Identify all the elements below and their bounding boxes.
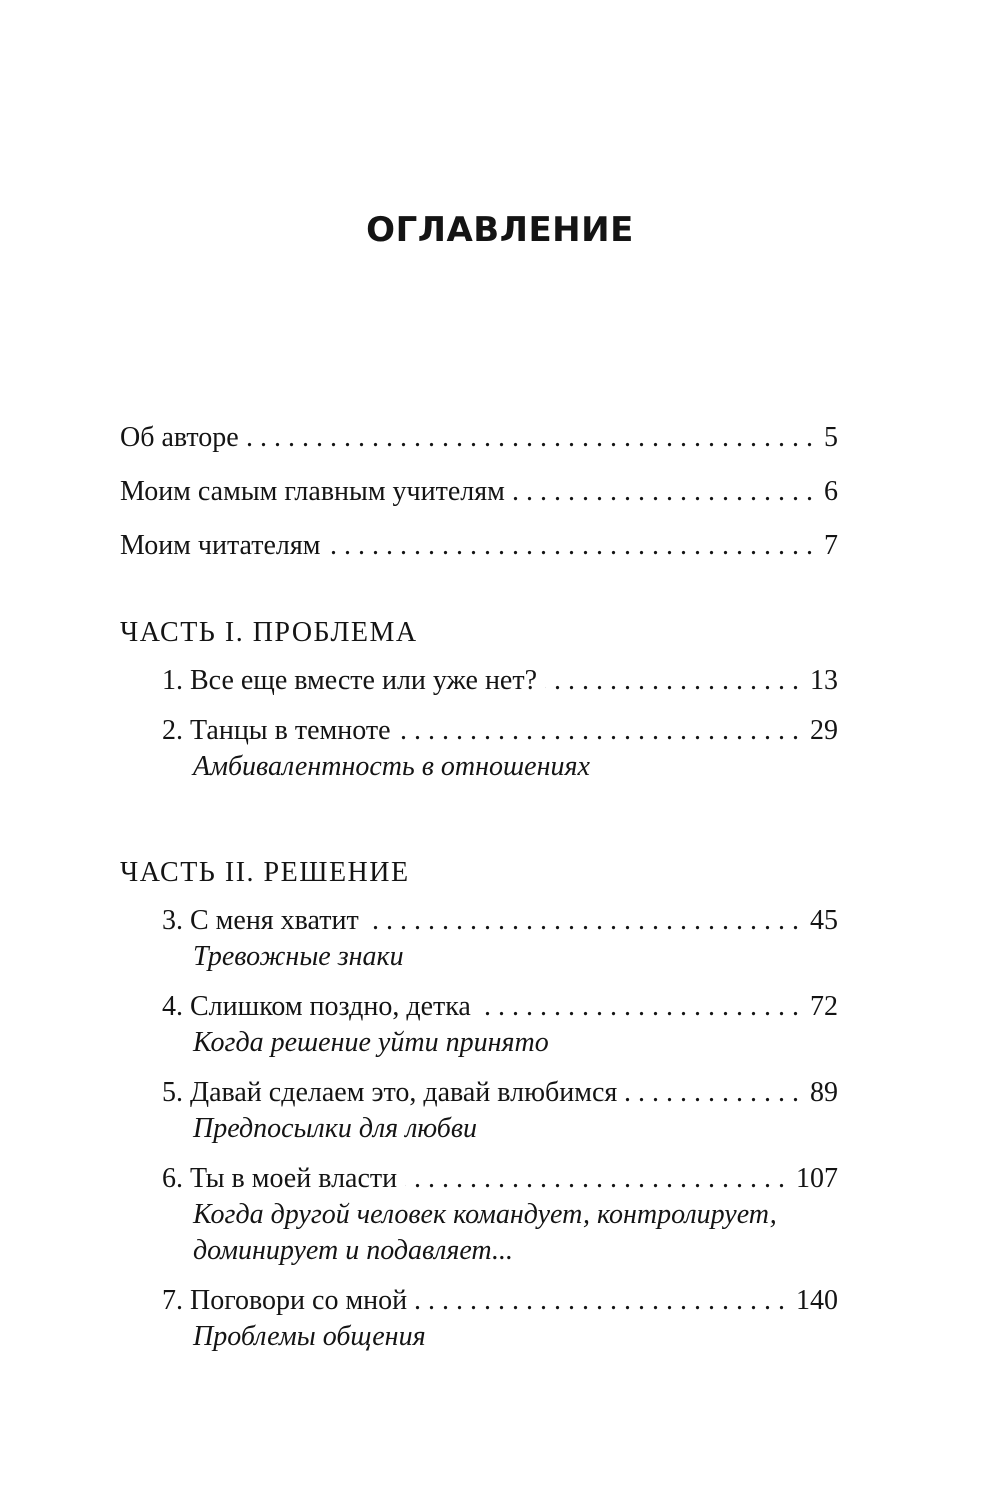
entry-title: Моим самым главным учителям — [120, 476, 513, 507]
chapter-line — [162, 903, 838, 939]
chapter-line — [162, 713, 838, 749]
chapter-title: 7. Поговори со мной — [162, 1285, 415, 1316]
toc-chapter-6[interactable] — [162, 1161, 838, 1269]
toc-chapter-7[interactable] — [162, 1283, 838, 1355]
toc-chapter-4[interactable] — [162, 989, 838, 1061]
chapter-line — [162, 1161, 838, 1197]
part-heading-2: ЧАСТЬ II. РЕШЕНИЕ — [120, 857, 410, 888]
toc-chapter-1[interactable] — [162, 663, 838, 699]
toc-chapter-5[interactable] — [162, 1075, 838, 1147]
toc-entry-teachers[interactable] — [120, 474, 838, 510]
chapter-subtitle: Когда другой человек командует, контролирует, доминирует и подавляет... — [193, 1199, 777, 1266]
chapter-line — [162, 1283, 838, 1319]
page-number: . . . 29 — [804, 713, 838, 749]
page-number: . . . 6 — [818, 474, 838, 510]
chapter-line — [162, 663, 838, 699]
chapter-title: 1. Все еще вместе или уже нет? — [162, 665, 545, 696]
page-number: . . . 7 — [818, 528, 838, 564]
page-number: . . . 45 — [804, 903, 838, 939]
page-number: . . . 140 — [790, 1283, 838, 1319]
chapter-title: 5. Давай сделаем это, давай влюбимся — [162, 1077, 625, 1108]
page-number: . . . 72 — [804, 989, 838, 1025]
entry-title: Моим читателям — [120, 530, 328, 561]
toc-entry-readers[interactable] — [120, 528, 838, 564]
toc-chapter-2[interactable] — [162, 713, 838, 785]
toc-chapter-3[interactable] — [162, 903, 838, 975]
chapter-title: 2. Танцы в темноте — [162, 715, 399, 746]
chapter-title: 3. С меня хватит — [162, 905, 367, 936]
chapter-title: 6. Ты в моей власти — [162, 1163, 405, 1194]
page-number: . . . 13 — [804, 663, 838, 699]
chapter-subtitle: Проблемы общения — [193, 1321, 426, 1352]
chapter-subtitle: Амбивалентность в отношениях — [193, 751, 590, 782]
page-number: . . . 5 — [818, 420, 838, 456]
chapter-subtitle: Тревожные знаки — [193, 941, 404, 972]
entry-title: Об авторе — [120, 422, 247, 453]
page-title: ОГЛАВЛЕНИЕ — [366, 210, 634, 250]
table-of-contents — [120, 420, 838, 1369]
chapter-title: 4. Слишком поздно, детка — [162, 991, 479, 1022]
page-number: . . . 89 — [804, 1075, 838, 1111]
chapter-line — [162, 989, 838, 1025]
part-heading-1: ЧАСТЬ I. ПРОБЛЕМА — [120, 617, 418, 648]
chapter-subtitle: Предпосылки для любви — [193, 1113, 478, 1144]
front-matter-list — [120, 420, 838, 564]
chapter-subtitle: Когда решение уйти принято — [193, 1027, 549, 1058]
page-number: . . . 107 — [790, 1161, 838, 1197]
chapter-line — [162, 1075, 838, 1111]
toc-entry-about-author[interactable] — [120, 420, 838, 456]
